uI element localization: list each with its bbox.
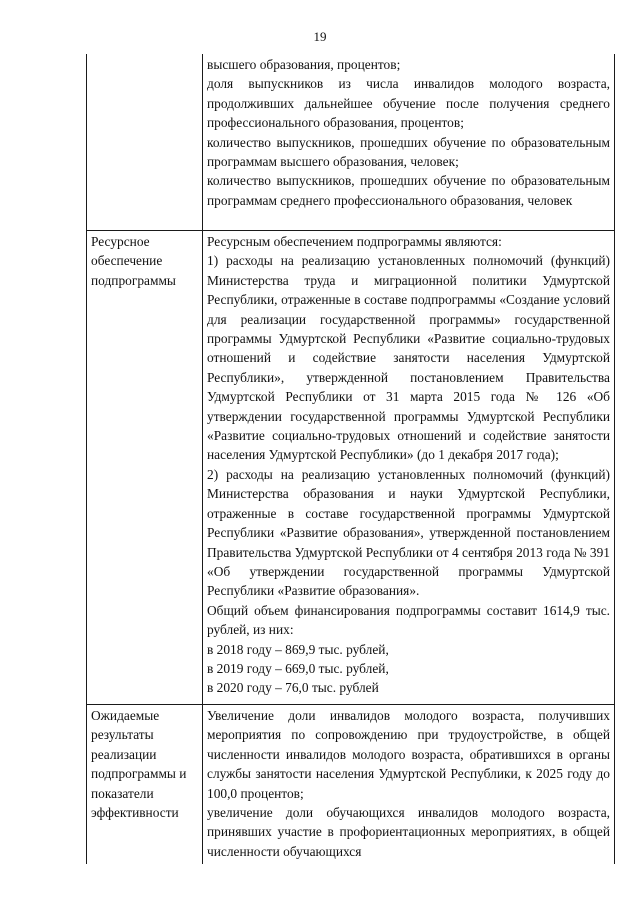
paragraph: высшего образования, процентов; [207,57,401,72]
paragraph: количество выпускников, прошедших обучение по образовательным программам высшего образования, человек; [207,134,610,170]
row-label: Ожидаемые результаты реализации подпрограммы и показатели эффективности [87,705,203,864]
paragraph: 2) расходы на реализацию установленных полномочий (функций) Министерства образования и науки Удмуртской Республики, отраженные в составе государственной программы Удмуртской Республики «Развитие образования», утвержденной постановлением Правительства Удмуртской Республики от 4 сентября 2013 года № 391 «Об утверждении государственной программы Удмуртской Республики «Развитие образования». [207,466,610,599]
paragraph: в 2019 году – 669,0 тыс. рублей, [207,660,389,676]
paragraph: 1) расходы на реализацию установленных полномочий (функций) Министерства труда и миграционной политики Удмуртской Республики, отраженные в составе подпрограммы «Создание условий для реализации государственной программы» государственной программы Удмуртской Республики «Развитие социально-трудовых отношений и содействие занятости населения Удмуртской Республики», утвержденной постановлением Правительства Удмуртской Республики от 31 марта 2015 года № 126 «Об утверждении государственной программы Удмуртской Республики «Развитие социально-трудовых отношений и содействие занятости населения Удмуртской Республики» (до 1 декабря 2017 года); [207,253,610,463]
paragraph: Ресурсным обеспечением подпрограммы являются: [207,234,502,249]
paragraph: доля выпускников из числа инвалидов молодого возраста, продолживших дальнейшее обучение после получения среднего профессионального образования, процентов; [207,76,610,131]
row-content [203,705,614,864]
paragraph: в 2018 году – 869,9 тыс. рублей, [207,641,389,657]
paragraph: Общий объем финансирования подпрограммы составит 1614,9 тыс. рублей, из них: [207,602,610,638]
program-passport-table [86,54,615,864]
page-number: 19 [313,29,327,44]
row-content [203,54,614,230]
table-row-expected-results [87,705,614,864]
table-row-indicators-continued [87,54,614,231]
table-row-resources [87,231,614,705]
paragraph: в 2020 году – 76,0 тыс. рублей [207,680,379,696]
row-label: Ресурсное обеспечение подпрограммы [87,231,203,704]
paragraph: увеличение доли обучающихся инвалидов молодого возраста, принявших участие в профориентационных мероприятиях, в общей численности обучающихся [207,805,610,859]
paragraph: Увеличение доли инвалидов молодого возраста, получивших мероприятия по сопровождению при трудоустройстве, в общей численности инвалидов молодого возраста, обратившихся в органы службы занятости населения Удмуртской Республики, к 2025 году до 100,0 процентов; [207,708,610,801]
paragraph: количество выпускников, прошедших обучение по образовательным программам среднего профессионального образования, человек [207,173,610,208]
row-label [87,54,203,230]
row-content [203,231,614,704]
